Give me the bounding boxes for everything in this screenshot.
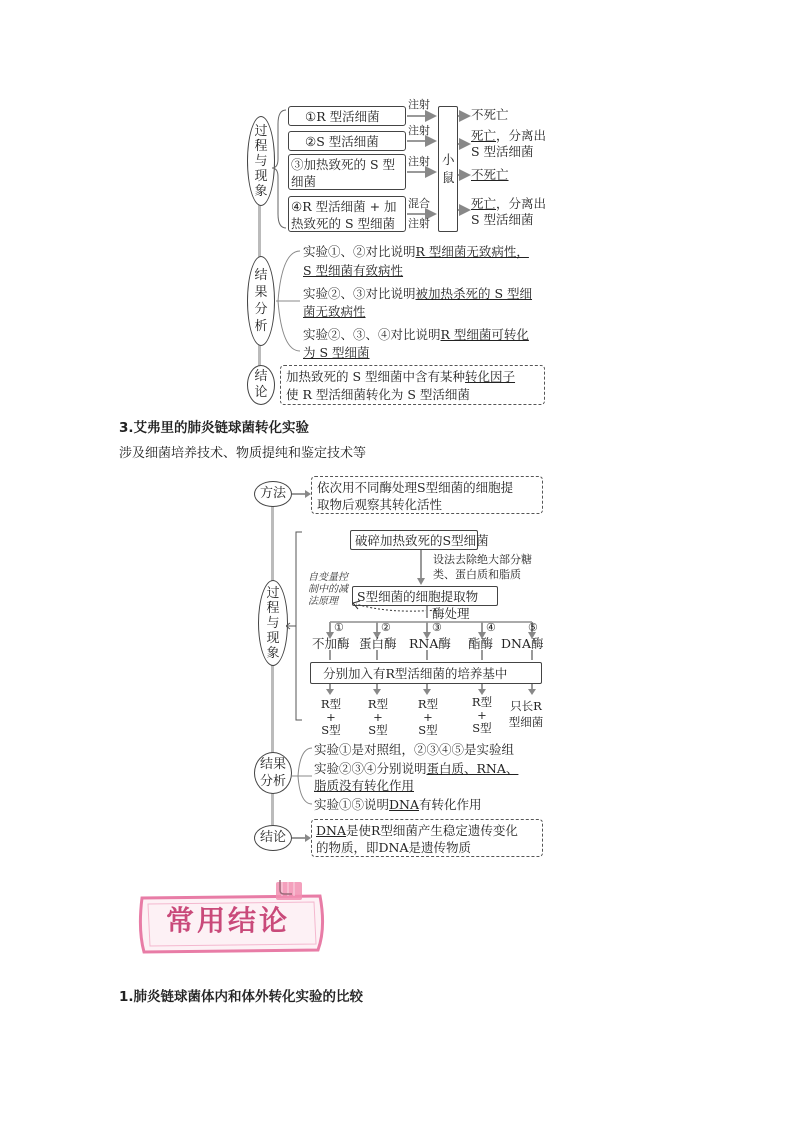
mouse-box: 小 鼠 — [438, 106, 458, 232]
outcome-2-line2: S 型活细菌 — [471, 144, 534, 159]
mix-label: 混合 — [408, 197, 430, 210]
step1-arrow — [416, 550, 426, 586]
result-3: R型 + S型 — [417, 697, 439, 737]
step2-box: S型细菌的细胞提取物 — [352, 586, 498, 606]
outcome-1: 不死亡 — [471, 107, 509, 122]
outcome-3: 不死亡 — [471, 167, 509, 182]
brace-avery — [286, 530, 304, 725]
avery-conclusion-label: 结论 — [254, 825, 292, 851]
outcome-4-line1: 死亡，分离出 — [471, 196, 547, 211]
avery-process-label: 过 程 与 现 象 — [258, 580, 288, 666]
analysis-1-line1: 实验①、②对比说明R 型细菌无致病性， — [303, 244, 529, 259]
brace-process — [272, 104, 288, 234]
avery-analysis-label: 结果 分析 — [254, 752, 292, 794]
enzyme-name-3: RNA酶 — [409, 636, 451, 651]
method-box: 依次用不同酶处理S型细菌的细胞提 取物后观察其转化活性 — [311, 476, 543, 514]
enzyme-num-3: ③ — [432, 621, 442, 634]
handwritten-note: 自变量控 制中的减 法原理 — [308, 572, 348, 607]
inject-label-1: 注射 — [408, 98, 430, 111]
enzyme-label: 酶处理 — [432, 606, 470, 621]
avery-result-1: 实验①是对照组，②③④⑤是实验组 — [314, 742, 515, 757]
treatment-2: ②S 型活细菌 — [288, 131, 406, 151]
conclusion-arrow — [292, 834, 312, 844]
brace-avery-analysis — [292, 742, 314, 812]
section1-heading: 1.肺炎链球菌体内和体外转化实验的比较 — [119, 989, 364, 1005]
inject-label-2: 注射 — [408, 124, 430, 137]
treatment-1: ①R 型活细菌 — [288, 106, 406, 126]
avery-subtitle: 涉及细菌培养技术、物质提纯和鉴定技术等 — [119, 446, 367, 461]
inject-label-3: 注射 — [408, 155, 430, 168]
avery-result-2-line2: 脂质没有转化作用 — [314, 778, 415, 793]
enzyme-name-5: DNA酶 — [501, 636, 544, 651]
analysis-3-line1: 实验②、③、④对比说明R 型细菌可转化 — [303, 327, 529, 342]
brace-analysis — [272, 243, 302, 363]
result-4: R型 + S型 — [471, 695, 493, 735]
enzyme-num-1: ① — [334, 621, 344, 634]
enzyme-name-1: 不加酶 — [312, 636, 350, 651]
enzyme-name-2: 蛋白酶 — [359, 636, 397, 651]
treatment-3: ③加热致死的 S 型细菌 — [288, 154, 406, 190]
outcome-4-line2: S 型活细菌 — [471, 212, 534, 227]
culture-box: 分别加入有R型活细菌的培养基中 — [310, 662, 542, 684]
analysis-3-line2: 为 S 型细菌 — [303, 345, 370, 360]
enzyme-name-4: 酯酶 — [468, 636, 494, 651]
method-label: 方法 — [254, 481, 292, 507]
result-5: 只长R 型细菌 — [508, 699, 544, 729]
paperclip-icon — [270, 880, 310, 904]
inject-label-4: 注射 — [408, 217, 430, 230]
step1-note-2: 类、蛋白质和脂质 — [433, 568, 521, 581]
method-arrow — [292, 490, 312, 500]
analysis-2-line2: 菌无致病性 — [303, 304, 366, 319]
avery-conclusion-box: DNA是使R型细菌产生稳定遗传变化 的物质，即DNA是遗传物质 — [311, 819, 543, 857]
result-2: R型 + S型 — [367, 697, 389, 737]
outcome-arrows — [457, 100, 471, 240]
analysis-1-line2: S 型细菌有致病性 — [303, 263, 404, 278]
conclusion-box: 加热致死的 S 型细菌中含有某种转化因子 使 R 型活细菌转化为 S 型活细菌 — [280, 365, 545, 405]
avery-result-2-line1: 实验②③④分别说明蛋白质、RNA、 — [314, 761, 519, 776]
culture-arrows — [310, 684, 550, 698]
step1-box: 破碎加热致死的S型细菌 — [350, 530, 478, 550]
enzyme-num-4: ④ — [486, 621, 496, 634]
avery-result-3: 实验①⑤说明DNA有转化作用 — [314, 797, 482, 812]
outcome-2-line1: 死亡，分离出 — [471, 128, 547, 143]
avery-heading: 3.艾弗里的肺炎链球菌转化实验 — [119, 420, 310, 436]
analysis-2-line1: 实验②、③对比说明被加热杀死的 S 型细 — [303, 286, 533, 301]
conclusion-label: 结 论 — [247, 365, 275, 405]
result-1: R型 + S型 — [320, 697, 342, 737]
analysis-label: 结 果 分 析 — [247, 256, 275, 346]
banner-title: 常用结论 — [166, 904, 291, 937]
process-label: 过 程 与 现 象 — [247, 116, 275, 206]
enzyme-num-5: ⑤ — [528, 621, 538, 634]
step1-note-1: 设法去除绝大部分糖 — [433, 553, 532, 566]
treatment-4: ④R 型活细菌 + 加热致死的 S 型细菌 — [288, 196, 406, 232]
enzyme-num-2: ② — [381, 621, 391, 634]
